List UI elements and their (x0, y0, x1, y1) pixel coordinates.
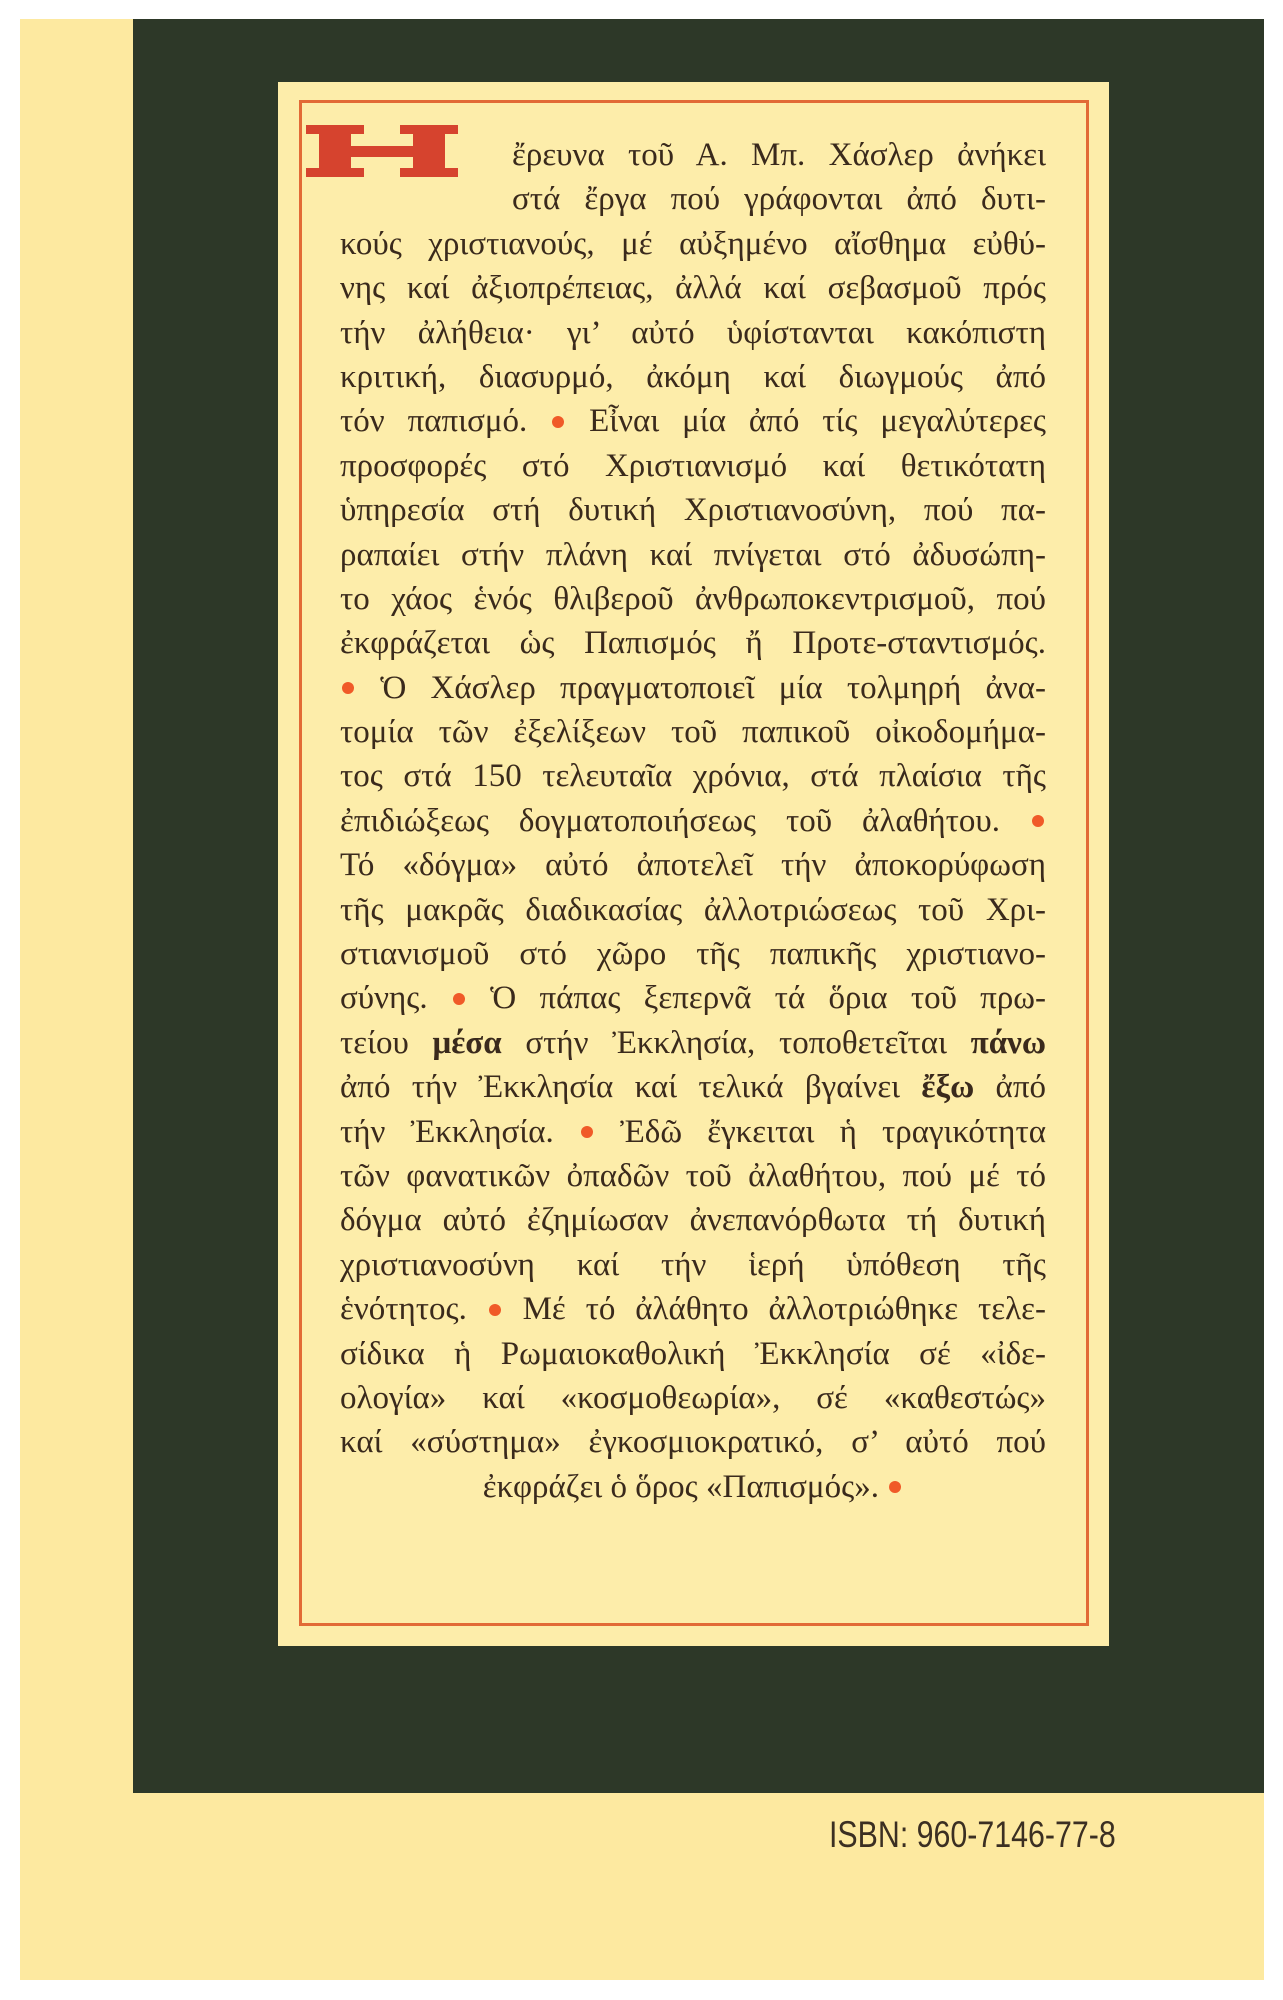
bullet-dot-icon (453, 993, 465, 1005)
bullet-dot-icon (342, 682, 354, 694)
text-line: κούς χριστιανούς, μέ αὐξημένο αἴσθημα εὐθύ- (340, 225, 1046, 262)
back-cover (20, 19, 1264, 1980)
bullet-dot-icon (1032, 815, 1044, 827)
text-segment: Ὁ πάπας ξεπερνᾶ τά ὅρια τοῦ πρω- (466, 980, 1047, 1017)
bullet-dot-icon (552, 416, 564, 428)
text-line (340, 666, 1046, 710)
text-segment: τόν παπισμό. (340, 403, 551, 440)
bullet-dot-icon (489, 1304, 501, 1316)
text-line: τομία τῶν ἐξελίξεων τοῦ παπικοῦ οἰκοδομήμα- (340, 714, 1046, 751)
blurb-box (278, 82, 1109, 1646)
text-line: στά ἔργα πού γράφονται ἀπό δυτι- (512, 181, 1046, 218)
text-line: δόγμα αὐτό ἐζημίωσαν ἀνεπανόρθωτα τή δυτική (340, 1202, 1046, 1239)
text-segment: ἐκφράζει ὁ ὅρος «Παπισμός». (482, 1468, 888, 1505)
text-line (340, 1287, 1046, 1331)
text-segment: ἑνότητος. (340, 1291, 487, 1328)
bullet-dot-icon (581, 1126, 593, 1138)
text-segment: τήν Ἐκκλησία. (340, 1113, 579, 1150)
text-line: προσφορές στό Χριστιανισμό καί θετικότατη (340, 447, 1046, 484)
text-line: τῆς μακρᾶς διαδικασίας ἀλλοτριώσεως τοῦ Χρι- (340, 891, 1046, 928)
text-line: ραπαίει στήν πλάνη καί πνίγεται στό ἀδυσώπη- (340, 536, 1046, 573)
text-line (340, 399, 1046, 443)
text-segment: ἀπό τήν Ἐκκλησία καί τελικά βγαίνει (340, 1069, 922, 1106)
text-line: Τό «δόγμα» αὐτό ἀποτελεῖ τήν ἀποκορύφωση (340, 847, 1046, 884)
text-segment: σύνης. (340, 980, 451, 1017)
text-line: τῶν φανατικῶν ὀπαδῶν τοῦ ἀλαθήτου, πού μέ τό (340, 1157, 1046, 1194)
text-segment: τείου (340, 1024, 433, 1061)
text-segment: ἀπό (974, 1069, 1047, 1106)
blurb-text (340, 133, 1046, 1509)
text-line: καί «σύστημα» ἐγκοσμιοκρατικό, σ’ αὐτό πού (340, 1424, 1046, 1461)
red-frame (299, 100, 1089, 1626)
text-segment: ἐπιδιώξεως δογματοποιήσεως τοῦ ἀλαθήτου. (340, 802, 1030, 839)
text-line: τήν ἀλήθεια· γι’ αὐτό ὑφίστανται κακόπιστη (340, 314, 1046, 351)
text-line: ἐκφράζεται ὡς Παπισμός ἤ Προτε-σταντισμός. (340, 625, 1046, 662)
text-line: ἔρευνα τοῦ Α. Μπ. Χάσλερ ἀνήκει (512, 137, 1046, 173)
text-line: νης καί ἀξιοπρέπειας, ἀλλά καί σεβασμοῦ πρός (340, 270, 1046, 307)
text-line: τος στά 150 τελευταῖα χρόνια, στά πλαίσια τῆς (340, 758, 1046, 795)
bullet-dot-icon (889, 1481, 901, 1493)
text-line (340, 1465, 1046, 1509)
text-line: το χάος ἑνός θλιβεροῦ ἀνθρωποκεντρισμοῦ, πού (340, 580, 1046, 617)
text-segment: Εἶναι μία ἀπό τίς μεγαλύτερες (566, 403, 1046, 440)
text-line: σίδικα ἡ Ρωμαιοκαθολική Ἐκκλησία σέ «ἰδε- (340, 1335, 1046, 1372)
isbn-number: ISBN: 960-7146-77-8 (829, 1814, 1116, 1855)
text-line: κριτική, διασυρμό, ἀκόμη καί διωγμούς ἀπό (340, 358, 1046, 395)
emphasis-word: πάνω (970, 1024, 1046, 1061)
text-line: στιανισμοῦ στό χῶρο τῆς παπικῆς χριστιανο- (340, 936, 1046, 973)
text-line: ολογία» καί «κοσμοθεωρία», σέ «καθεστώς» (340, 1379, 1046, 1416)
text-line (340, 1021, 1046, 1065)
text-line (340, 1110, 1046, 1154)
text-line: χριστιανοσύνη καί τήν ἱερή ὑπόθεση τῆς (340, 1246, 1046, 1283)
text-segment: Ἐδῶ ἔγκειται ἡ τραγικότητα (594, 1113, 1046, 1150)
text-segment: Μέ τό ἀλάθητο ἀλλοτριώθηκε τελε- (502, 1291, 1046, 1328)
text-line (340, 799, 1046, 843)
dark-green-panel (133, 19, 1264, 1793)
emphasis-word: μέσα (432, 1024, 502, 1061)
text-line (340, 976, 1046, 1020)
text-segment: Ὁ Χάσλερ πραγματοποιεῖ μία τολμηρή ἀνα- (356, 669, 1046, 706)
text-line (340, 1065, 1046, 1109)
text-segment: στήν Ἐκκλησία, τοποθετεῖται (501, 1024, 971, 1061)
emphasis-word: ἔξω (921, 1069, 975, 1106)
text-line: ὑπηρεσία στή δυτική Χριστιανοσύνη, πού πα- (340, 492, 1046, 529)
